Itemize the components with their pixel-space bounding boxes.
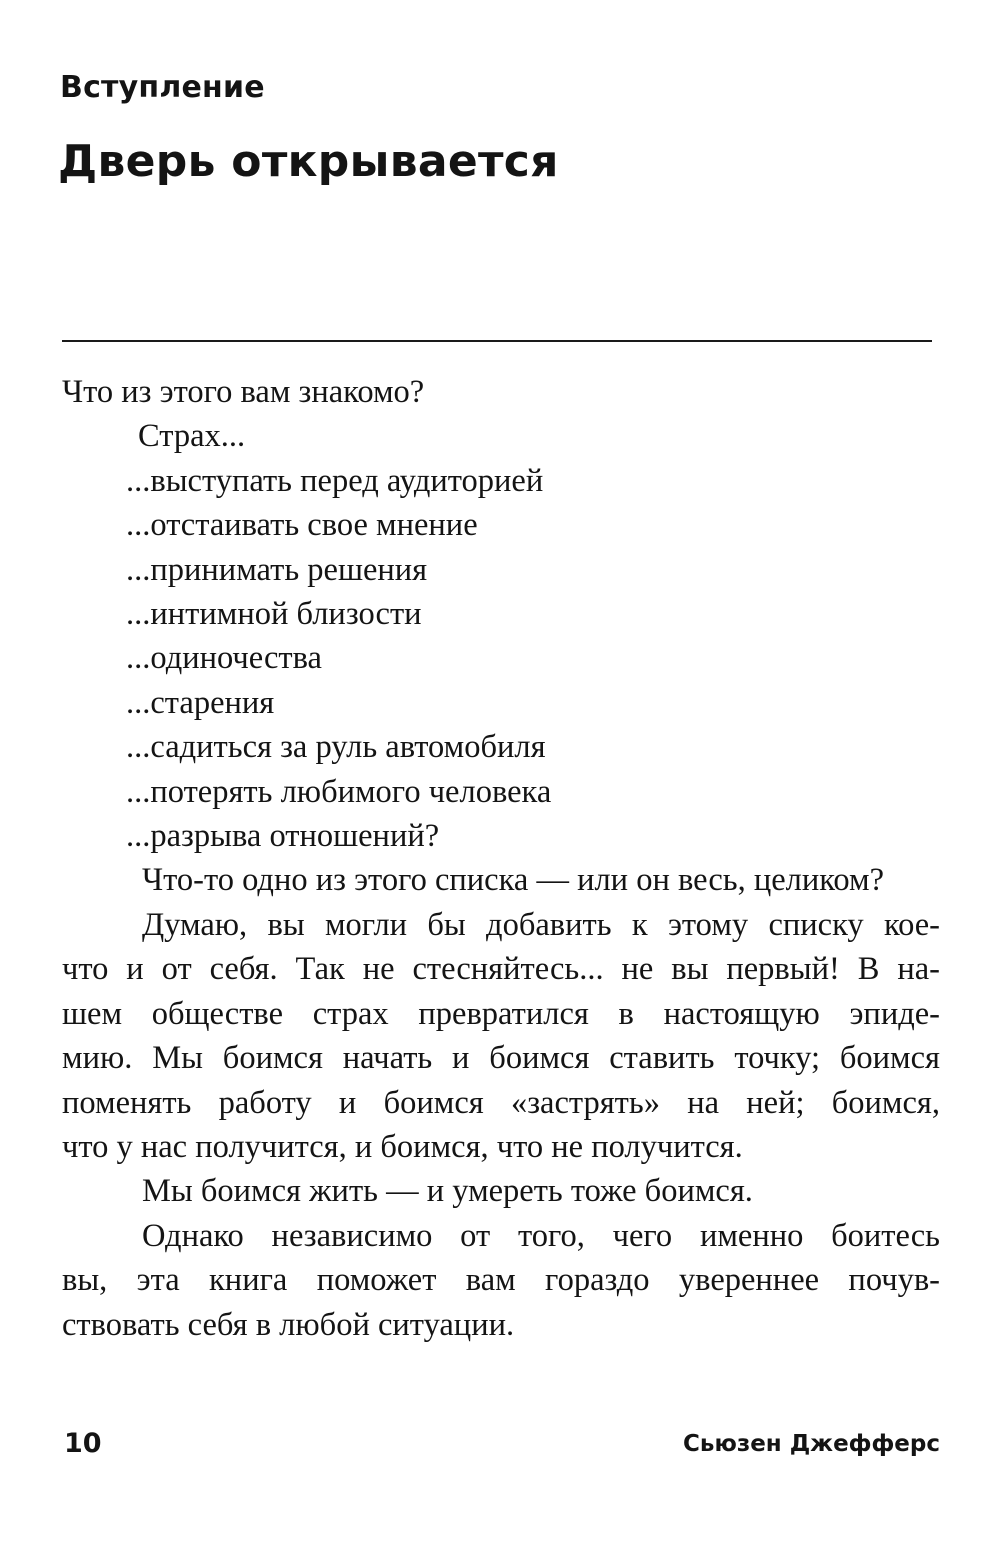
text-line: Однако независимо от того, чего именно боитесь: [142, 1217, 940, 1254]
text-line: Что-то одно из этого списка — или он весь, целиком?: [142, 862, 885, 899]
list-item: ...интимной близости: [126, 596, 422, 633]
text-line: ствовать себя в любой ситуации.: [62, 1306, 515, 1343]
text-line: что у нас получится, и боимся, что не получится.: [62, 1128, 743, 1165]
text-line: мию. Мы боимся начать и боимся ставить точку; боимся: [62, 1040, 940, 1077]
running-footer-author: Сьюзен Джефферс: [683, 1431, 940, 1457]
list-item: ...потерять любимого человека: [126, 773, 552, 810]
divider-rule: [62, 340, 932, 342]
list-item: ...садиться за руль автомобиля: [126, 729, 546, 766]
text-line: Что из этого вам знакомо?: [62, 374, 425, 410]
section-label: Вступление: [60, 70, 265, 105]
chapter-title: Дверь открывается: [58, 136, 559, 187]
text-line: Думаю, вы могли бы добавить к этому списку кое-: [142, 906, 940, 943]
text-line: Страх...: [138, 418, 246, 455]
list-item: ...старения: [126, 684, 275, 721]
list-item: ...разрыва отношений?: [126, 818, 440, 855]
list-item: ...выступать перед аудиторией: [126, 462, 544, 499]
text-line: шем обществе страх превратился в настоящую эпиде-: [62, 995, 940, 1032]
text-line: поменять работу и боимся «застрять» на ней; боимся,: [62, 1084, 940, 1121]
list-item: ...принимать решения: [126, 551, 428, 588]
text-line: вы, эта книга поможет вам гораздо увереннее почув-: [62, 1262, 940, 1299]
list-item: ...одиночества: [126, 640, 322, 677]
body-text: [62, 370, 940, 1347]
text-line: Мы боимся жить — и умереть тоже боимся.: [142, 1173, 753, 1210]
list-item: ...отстаивать свое мнение: [126, 507, 478, 544]
page-number: 10: [64, 1428, 102, 1459]
text-line: что и от себя. Так не стесняйтесь... не вы первый! В на-: [62, 951, 940, 988]
